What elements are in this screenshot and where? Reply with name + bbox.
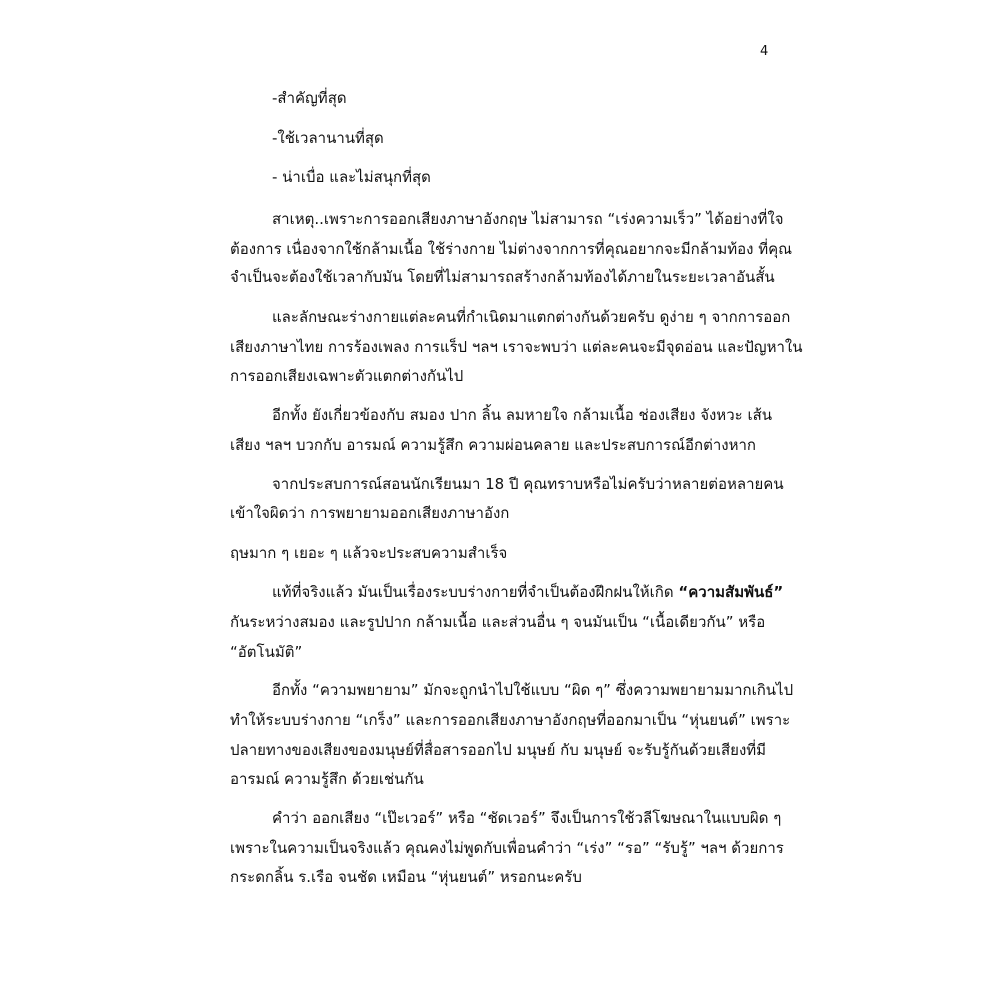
paragraph-line: การออกเสียงเฉพาะตัวแตกต่างกันไป xyxy=(230,367,464,385)
paragraph-line: กันระหว่างสมอง และรูปปาก กล้ามเนื้อ และส่วนอื่น ๆ จนมันเป็น “เนื้อเดียวกัน” หรือ xyxy=(230,613,766,631)
paragraph-line: และลักษณะร่างกายแต่ละคนที่กำเนิดมาแตกต่างกันด้วยครับ ดูง่าย ๆ จากการออก xyxy=(272,308,791,326)
bullet-item: - น่าเบื่อ และไม่สนุกที่สุด xyxy=(272,168,431,186)
paragraph-line: ทำให้ระบบร่างกาย “เกร็ง” และการออกเสียงภาษาอังกฤษที่ออกมาเป็น “หุ่นยนต์” เพราะ xyxy=(230,711,791,729)
paragraph-line: อารมณ์ ความรู้สึก ด้วยเช่นกัน xyxy=(230,770,424,788)
paragraph-line: สาเหตุ..เพราะการออกเสียงภาษาอังกฤษ ไม่สามารถ “เร่งความเร็ว” ได้อย่างที่ใจ xyxy=(272,210,784,228)
paragraph-line: อีกทั้ง ยังเกี่ยวข้องกับ สมอง ปาก ลิ้น ลมหายใจ กล้ามเนื้อ ช่องเสียง จังหวะ เส้น xyxy=(272,406,772,424)
bullet-item: -สำคัญที่สุด xyxy=(272,89,347,107)
paragraph-line: ฤษมาก ๆ เยอะ ๆ แล้วจะประสบความสำเร็จ xyxy=(230,544,508,562)
paragraph-text: แท้ที่จริงแล้ว มันเป็นเรื่องระบบร่างกายที่จำเป็นต้องฝึกฝนให้เกิด xyxy=(272,583,679,601)
paragraph-line: เพราะในความเป็นจริงแล้ว คุณคงไม่พูดกับเพื่อนคำว่า “เร่ง” “รอ” “รับรู้” ฯลฯ ด้วยการ xyxy=(230,839,784,857)
paragraph-line: คำว่า ออกเสียง “เป๊ะเวอร์” หรือ “ชัดเวอร์” จึงเป็นการใช้วลีโฆษณาในแบบผิด ๆ xyxy=(272,809,782,827)
paragraph-line: เสียง ฯลฯ บวกกับ อารมณ์ ความรู้สึก ความผ่อนคลาย และประสบการณ์อีกต่างหาก xyxy=(230,436,756,454)
paragraph-line: จากประสบการณ์สอนนักเรียนมา 18 ปี คุณทราบหรือไม่ครับว่าหลายต่อหลายคน xyxy=(272,475,784,493)
paragraph-line: ปลายทางของเสียงของมนุษย์ที่สื่อสารออกไป มนุษย์ กับ มนุษย์ จะรับรู้กันด้วยเสียงที่มี xyxy=(230,741,767,759)
paragraph-line: เข้าใจผิดว่า การพยายามออกเสียงภาษาอังก xyxy=(230,504,510,522)
paragraph-line: อีกทั้ง “ความพยายาม” มักจะถูกนำไปใช้แบบ “ผิด ๆ” ซึ่งความพยายามมากเกินไป xyxy=(272,681,794,699)
paragraph-line: กระดกลิ้น ร.เรือ จนชัด เหมือน “หุ่นยนต์” หรอกนะครับ xyxy=(230,868,582,886)
paragraph-line: ต้องการ เนื่องจากใช้กล้ามเนื้อ ใช้ร่างกาย ไม่ต่างจากการที่คุณอยากจะมีกล้ามท้อง ที่คุณ xyxy=(230,240,793,258)
bullet-item: -ใช้เวลานานที่สุด xyxy=(272,129,384,147)
paragraph-line: “อัตโนมัติ” xyxy=(230,643,303,661)
paragraph-line: จำเป็นจะต้องใช้เวลากับมัน โดยที่ไม่สามารถสร้างกล้ามท้องได้ภายในระยะเวลาอันสั้น xyxy=(230,268,775,286)
paragraph-line: เสียงภาษาไทย การร้องเพลง การแร็ป ฯลฯ เราจะพบว่า แต่ละคนจะมีจุดอ่อน และปัญหาใน xyxy=(230,338,803,356)
page-number: 4 xyxy=(760,44,769,59)
bold-phrase: “ความสัมพันธ์” xyxy=(678,583,784,601)
paragraph-line xyxy=(272,582,783,602)
